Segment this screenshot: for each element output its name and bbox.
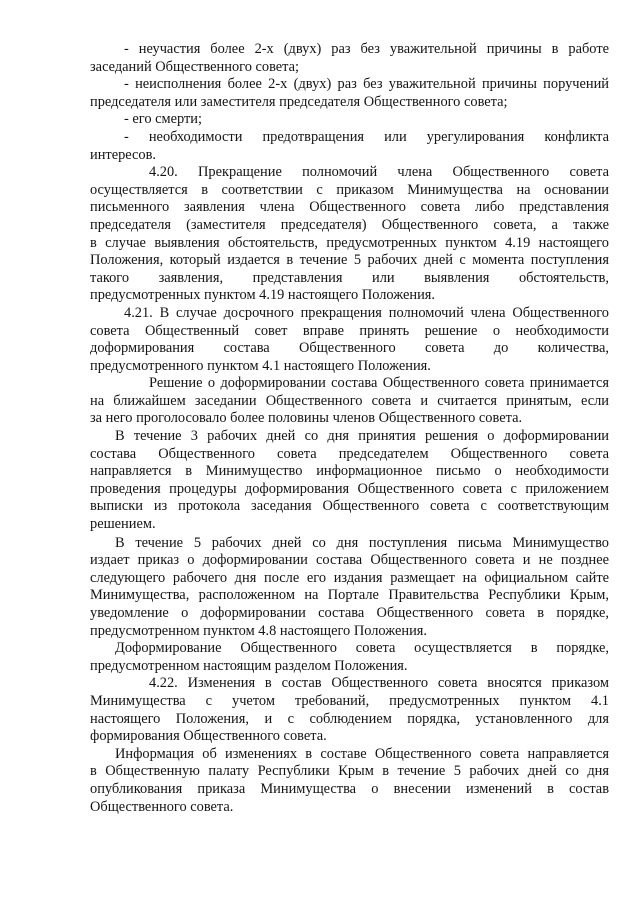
text-line: настоящего Положения, и с соблюдением порядка, установленного для	[90, 710, 609, 727]
text-line: предусмотренного пунктом 4.1 настоящего Положения.	[90, 357, 431, 374]
text-line: председателя или заместителя председателя Общественного совета;	[90, 93, 508, 110]
text-line: доформирования состава Общественного совета до количества,	[90, 340, 609, 357]
text-line: 4.22. Изменения в состав Общественного совета вносятся приказом	[149, 675, 609, 692]
text-line: Минимущества, расположенном на Портале Правительства Республики Крым,	[90, 587, 609, 604]
text-line: опубликования приказа Минимущества о внесении изменений в состав	[90, 780, 609, 797]
text-line: В течение 5 рабочих дней со дня поступления письма Минимущество	[115, 534, 609, 551]
text-line: - необходимости предотвращения или урегулирования конфликта	[124, 128, 609, 145]
text-line: Минимущества с учетом требований, предусмотренных пунктом 4.1	[90, 692, 609, 709]
text-line: в случае выявления обстоятельств, предусмотренных пунктом 4.19 настоящего	[90, 234, 609, 251]
text-line: такого заявления, представления или выявления обстоятельств,	[90, 269, 609, 286]
text-line: Положения, который издается в течение 5 рабочих дней с момента поступления	[90, 252, 609, 269]
text-line: формирования Общественного совета.	[90, 728, 327, 745]
text-line: предусмотренном пунктом 4.8 настоящего Положения.	[90, 622, 427, 639]
text-line: предусмотренном настоящим разделом Положения.	[90, 657, 408, 674]
text-line: за него проголосовало более половины членов Общественного совета.	[90, 410, 523, 427]
text-line: проведения процедуры доформирования Общественного совета с приложением	[90, 480, 609, 497]
text-line: Доформирование Общественного совета осуществляется в порядке,	[115, 640, 609, 657]
text-line: совета Общественный совет вправе принять решение о необходимости	[90, 322, 609, 339]
text-line: осуществляется в соответствии с приказом Минимущества на основании	[90, 181, 609, 198]
text-line: - неисполнения более 2-х (двух) раз без уважительной причины поручений	[124, 76, 609, 93]
text-line: заседаний Общественного совета;	[90, 58, 300, 75]
text-line: выписки из протокола заседания Общественного совета с соответствующим	[90, 498, 609, 515]
text-line: председателя (заместителя председателя) Общественного совета, а также	[90, 216, 609, 233]
text-line: - его смерти;	[124, 111, 202, 128]
text-line: в Общественную палату Республики Крым в течение 5 рабочих дней со дня	[90, 763, 609, 780]
text-line: предусмотренных пунктом 4.19 настоящего Положения.	[90, 287, 436, 304]
text-line: уведомление о доформировании состава Общественного совета в порядке,	[90, 605, 609, 621]
text-line: состава Общественного совета председателем Общественного совета	[90, 445, 609, 462]
text-line: Общественного совета.	[90, 798, 234, 815]
text-line: решением.	[90, 516, 156, 533]
text-line: следующего рабочего дня после его издания размещает на официальном сайте	[90, 569, 609, 586]
text-line: - неучастия более 2-х (двух) раз без уважительной причины в работе	[124, 41, 609, 57]
text-line: Информация об изменениях в составе Общественного совета направляется	[115, 745, 609, 762]
text-line: В течение 3 рабочих дней со дня принятия решения о доформировании	[115, 428, 609, 445]
text-line: письменного заявления члена Общественного совета либо представления	[90, 199, 609, 216]
text-line: издает приказ о доформировании состава Общественного совета и не позднее	[90, 552, 609, 569]
text-line: на ближайшем заседании Общественного совета и считается принятым, если	[90, 392, 609, 409]
text-line: Решение о доформировании состава Общественного совета принимается	[149, 375, 609, 392]
document-body	[90, 41, 609, 816]
text-line: направляется в Минимущество информационное письмо о необходимости	[90, 463, 609, 480]
text-line: интересов.	[90, 146, 156, 163]
text-line: 4.21. В случае досрочного прекращения полномочий члена Общественного	[124, 304, 609, 321]
text-line: 4.20. Прекращение полномочий члена Общественного совета	[149, 164, 609, 181]
